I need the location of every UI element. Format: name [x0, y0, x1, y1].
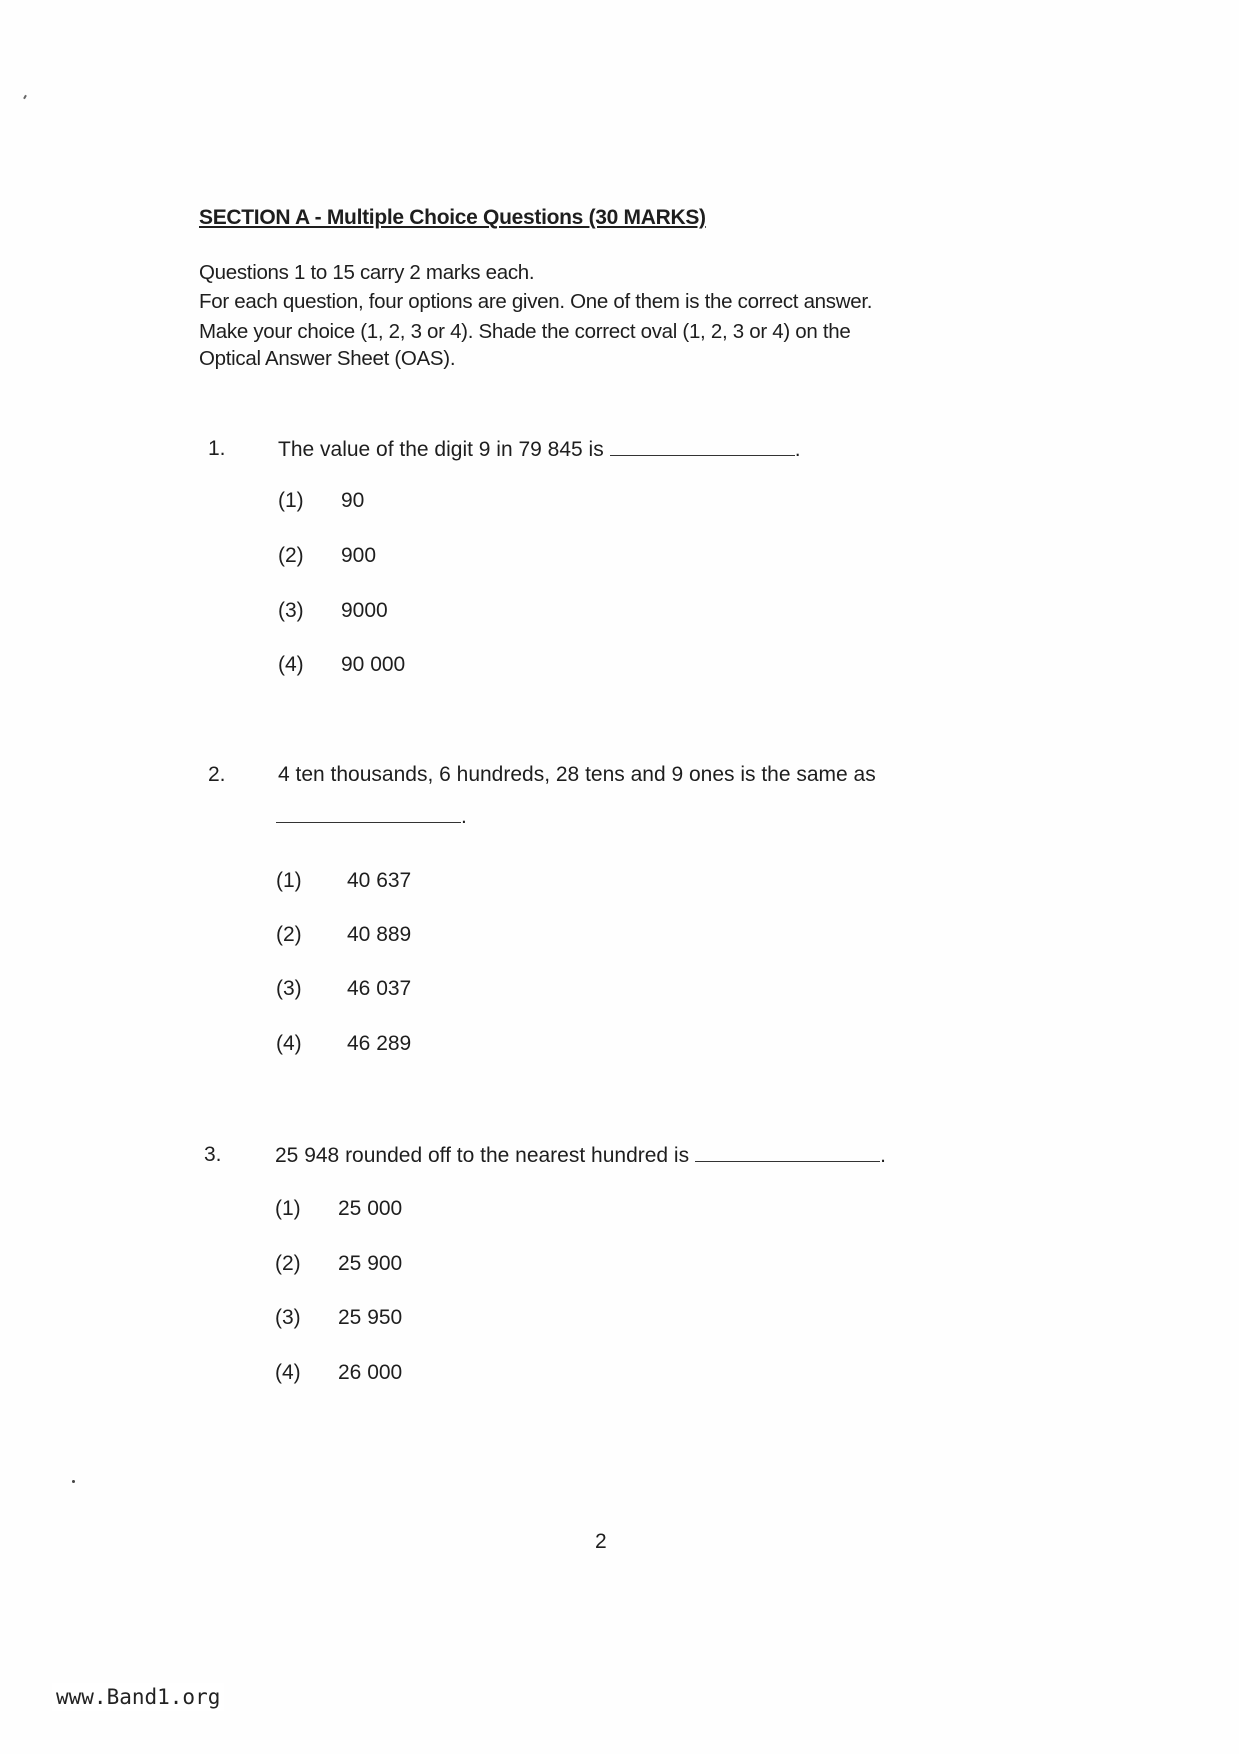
option-label: (4) [275, 1361, 301, 1384]
option-value: 25 000 [338, 1197, 403, 1220]
option-value: 40 889 [347, 923, 412, 946]
option-value: 46 289 [347, 1032, 412, 1055]
answer-blank [610, 437, 795, 456]
question-text: 25 948 rounded off to the nearest hundred is . [275, 1144, 886, 1167]
question-text: The value of the digit 9 in 79 845 is . [278, 438, 801, 461]
option-label: (1) [276, 869, 302, 892]
question-number: 3. [204, 1143, 222, 1166]
option-label: (1) [278, 489, 304, 512]
option-label: (3) [276, 977, 302, 1000]
answer-blank-line: . [276, 804, 467, 829]
page-number: 2 [595, 1530, 607, 1553]
option-label: (1) [275, 1197, 301, 1220]
scan-speck [72, 1480, 75, 1483]
watermark: www.Band1.org [52, 1683, 224, 1711]
answer-blank [695, 1143, 880, 1162]
option-value: 90 [341, 489, 365, 512]
option-value: 9000 [341, 599, 388, 622]
instruction-line: Questions 1 to 15 carry 2 marks each. [199, 261, 535, 284]
option-value: 900 [341, 544, 377, 567]
option-label: (4) [278, 653, 304, 676]
option-value: 90 000 [341, 653, 406, 676]
scan-speck [23, 95, 27, 99]
option-label: (2) [275, 1252, 301, 1275]
option-value: 26 000 [338, 1361, 403, 1384]
option-label: (2) [276, 923, 302, 946]
option-label: (3) [278, 599, 304, 622]
option-value: 46 037 [347, 977, 412, 1000]
question-text: 4 ten thousands, 6 hundreds, 28 tens and 9 ones is the same as [278, 763, 876, 786]
option-value: 25 950 [338, 1306, 403, 1329]
instruction-line: For each question, four options are given. One of them is the correct answer. [199, 290, 873, 313]
instruction-line: Make your choice (1, 2, 3 or 4). Shade the correct oval (1, 2, 3 or 4) on the [199, 320, 851, 343]
question-number: 1. [208, 437, 226, 460]
option-label: (4) [276, 1032, 302, 1055]
option-value: 25 900 [338, 1252, 403, 1275]
option-label: (3) [275, 1306, 301, 1329]
option-value: 40 637 [347, 869, 412, 892]
instruction-line: Optical Answer Sheet (OAS). [199, 347, 456, 370]
answer-blank [276, 804, 461, 823]
question-number: 2. [208, 763, 226, 786]
section-heading: SECTION A - Multiple Choice Questions (30 MARKS) [199, 206, 706, 229]
option-label: (2) [278, 544, 304, 567]
